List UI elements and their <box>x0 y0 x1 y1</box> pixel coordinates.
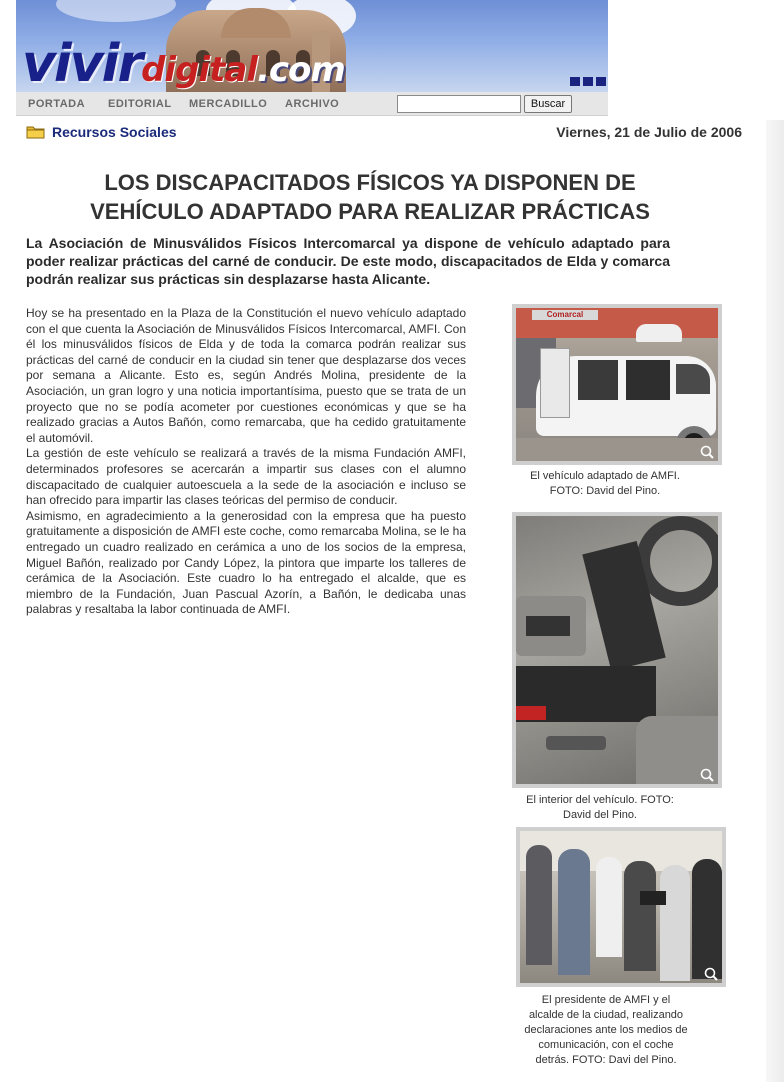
article-paragraph: Hoy se ha presentado en la Plaza de la Constitución el nuevo vehículo adaptado con el que cuenta la Asociación de Minusválidos Físicos Intercomarcal, AMFI. Con él los minusválidos físicos de Elda y de toda la comarca podrán realizar sus prácticas del carné de conducir en la ciudad sin tener que desplazarse dos veces por semana a Alicante. Esto es, según Andrés Molina, presidente de la Asociación, un gran logro y una noticia importantísima, puesto que se trata de un proyecto que no se podía acometer por cuestiones económicas y que se ha realizado gracias a Autos Bañón, como remarcaba, que ha cedido gratuitamente el automóvil. <box>26 306 466 445</box>
caption-line: El presidente de AMFI y el <box>541 994 671 1006</box>
caption-line: comunicación, con el coche <box>538 1039 674 1051</box>
section-title[interactable]: Recursos Sociales <box>52 124 177 140</box>
nav-editorial[interactable]: EDITORIAL <box>108 98 172 110</box>
shop-sign: Comarcal <box>532 310 598 320</box>
photo-vehicle[interactable] <box>512 304 722 465</box>
article-lead: La Asociación de Minusválidos Físicos Intercomarcal ya dispone de vehículo adaptado para poder realizar prácticas del carné de conducir. De este modo, discapacitados de Elda y comarca podrán realizar sus prácticas sin desplazarse hasta Alicante. <box>26 235 670 287</box>
logo-digital: digital <box>141 50 257 90</box>
magnify-icon[interactable] <box>700 445 714 459</box>
photo-interior[interactable] <box>512 512 722 788</box>
caption-line: detrás. FOTO: Davi del Pino. <box>535 1054 677 1066</box>
article-headline <box>40 168 700 226</box>
article-date: Viernes, 21 de Julio de 2006 <box>556 124 742 140</box>
photo-press[interactable] <box>516 827 726 987</box>
caption-line: alcalde de la ciudad, realizando <box>528 1009 684 1021</box>
caption-line: declaraciones ante los medios de <box>524 1024 688 1036</box>
article-paragraph: La gestión de este vehículo se realizará a través de la misma Fundación AMFI, determinados profesores se acercarán a impartir sus clases con el alumno discapacitado de cualquier autoescuela a la sede de la asociación e incluso se han ofrecido para impartir las clases teóricas del permiso de conducir. <box>26 446 466 508</box>
site-logo[interactable] <box>22 34 345 92</box>
caption-line: El interior del vehículo. FOTO: <box>526 794 674 806</box>
magnify-icon[interactable] <box>700 768 714 782</box>
folder-icon <box>26 125 46 139</box>
search-input[interactable] <box>397 95 521 113</box>
article-body <box>26 306 466 618</box>
page-edge-shadow <box>766 120 784 1082</box>
logo-vivir: vivir <box>22 34 142 92</box>
magnify-icon[interactable] <box>704 967 718 981</box>
header-banner[interactable] <box>16 0 608 92</box>
nav-mercadillo[interactable]: MERCADILLO <box>189 98 268 110</box>
photo-caption-interior <box>508 793 692 823</box>
logo-dotcom: .com <box>256 50 345 90</box>
nav-portada[interactable]: PORTADA <box>28 98 86 110</box>
caption-line: David del Pino. <box>563 809 637 821</box>
headline-line-2: VEHÍCULO ADAPTADO PARA REALIZAR PRÁCTICAS <box>90 199 650 224</box>
article-paragraph: Asimismo, en agradecimiento a la generosidad con la empresa que ha puesto gratuitamente a disposición de AMFI este coche, como remarcaba Molina, se le ha entregado un cuadro realizado en cerámica a uno de los socios de la empresa, Miguel Bañón, realizado por Candy López, la pintora que imparte los talleres de cerámica de la Asociación. Este cuadro lo ha entregado el alcalde, que es miembro de la Fundación, Juan Pascual Azorín, a Bañón, le dedicaba unas palabras y resaltaba la labor continuada de AMFI. <box>26 508 466 617</box>
photo-caption-press <box>508 993 704 1068</box>
headline-line-1: LOS DISCAPACITADOS FÍSICOS YA DISPONEN DE <box>104 170 636 195</box>
photo-caption-vehicle <box>508 469 702 499</box>
caption-line: El vehículo adaptado de AMFI. <box>530 470 680 482</box>
nav-archivo[interactable]: ARCHIVO <box>285 98 340 110</box>
decorative-squares <box>570 77 606 86</box>
main-nav <box>16 92 608 116</box>
caption-line: FOTO: David del Pino. <box>549 485 661 497</box>
search-button[interactable]: Buscar <box>524 95 572 113</box>
cloud-decoration <box>56 0 176 22</box>
